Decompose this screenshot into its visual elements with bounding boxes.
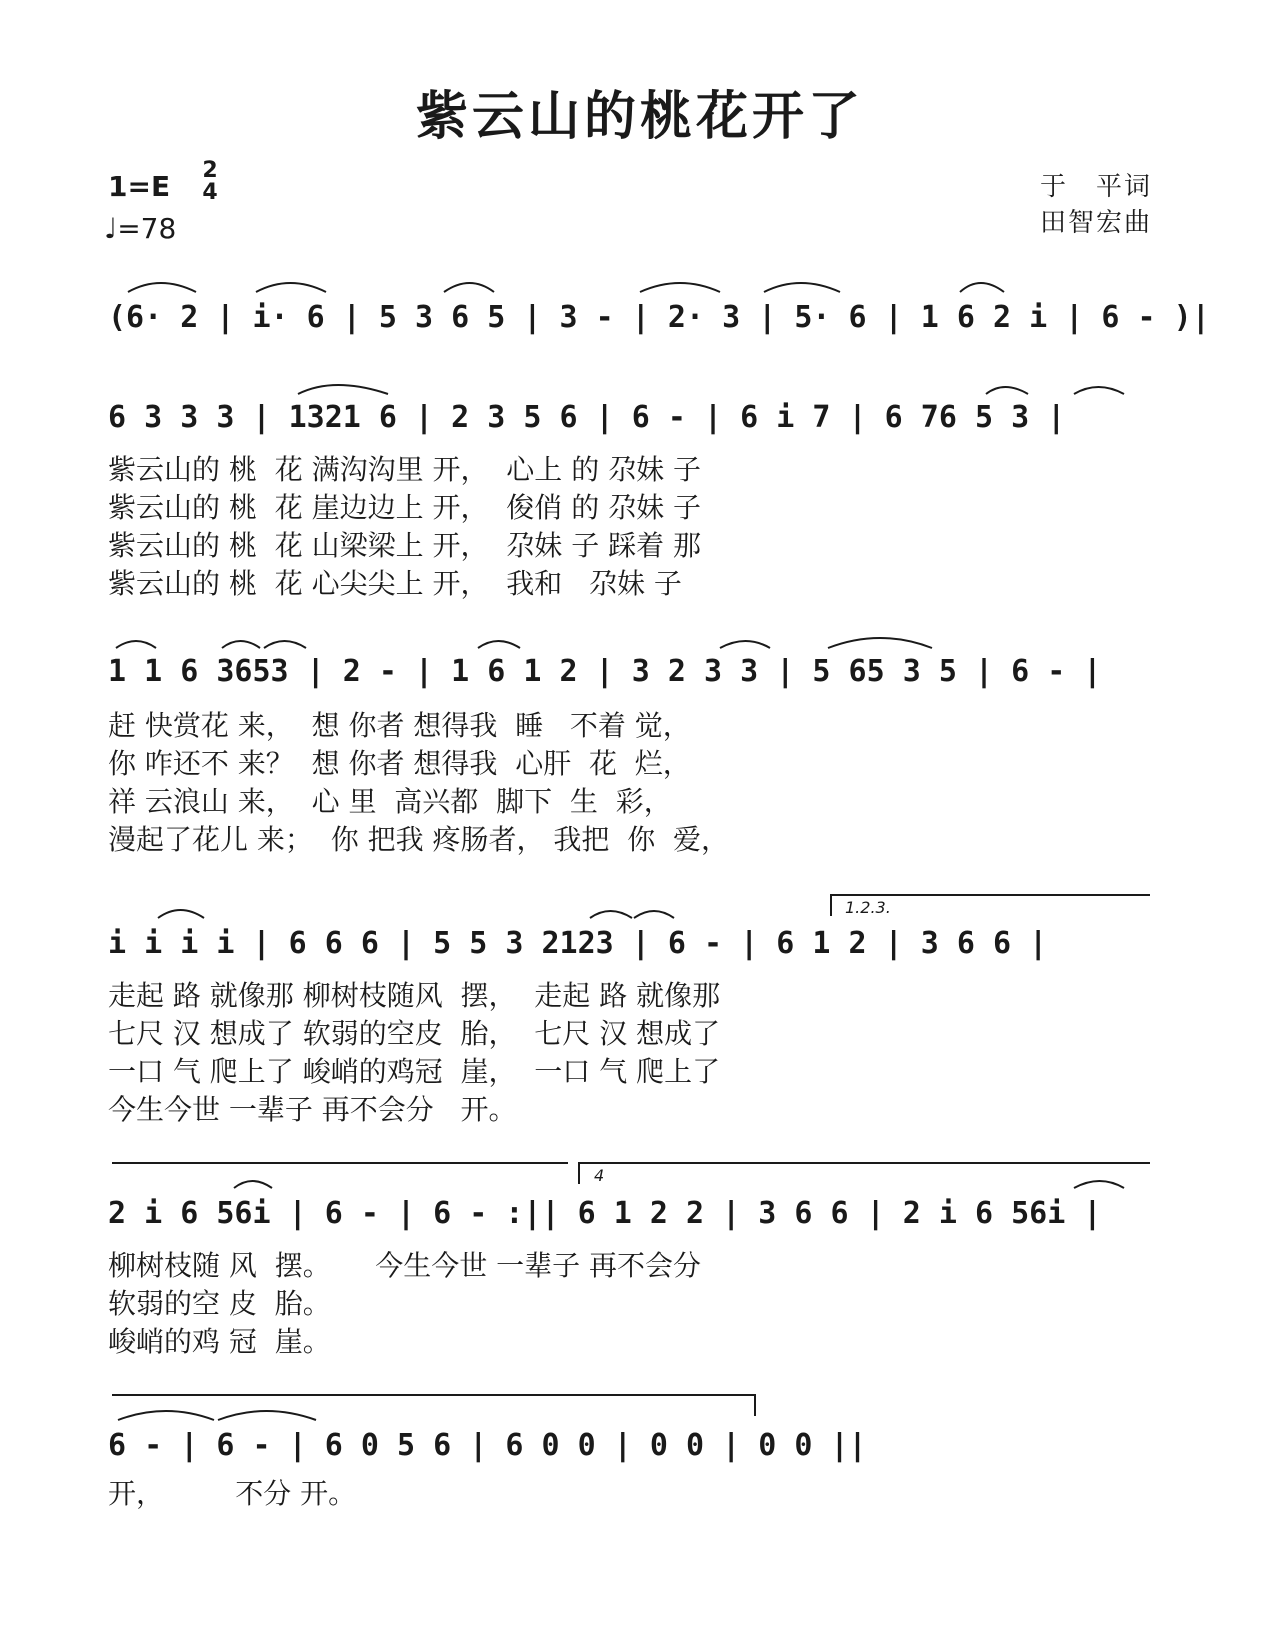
slur-arc bbox=[128, 283, 196, 292]
slur-arc bbox=[222, 641, 260, 648]
lyric-row-3-verse-4: 今生今世 一辈子 再不会分 开。 bbox=[108, 1093, 517, 1126]
slur-arc bbox=[634, 911, 674, 918]
volta-bracket-1-stem bbox=[830, 894, 832, 916]
lyricist-credit: 于 平词 bbox=[1040, 172, 1153, 202]
slur-arc bbox=[764, 283, 840, 292]
slur-arc bbox=[590, 911, 632, 918]
lyric-row-3-verse-3: 一口 气 爬上了 峻峭的鸡冠 崖， 一口 气 爬上了 bbox=[108, 1055, 721, 1088]
notation-row-5: 6 - | 6 - | 6 0 5 6 | 6 0 0 | 0 0 | 0 0 || bbox=[108, 1428, 867, 1463]
volta-bracket-4-stem bbox=[578, 1162, 580, 1184]
lyric-row-2-verse-2: 你 咋还不 来？ 想 你者 想得我 心肝 花 烂， bbox=[108, 747, 691, 780]
key-signature: 1=E bbox=[108, 170, 171, 203]
lyric-row-3-verse-1: 走起 路 就像那 柳树枝随风 摆， 走起 路 就像那 bbox=[108, 979, 721, 1012]
volta-bracket-4 bbox=[578, 1162, 1150, 1164]
lyric-row-4-verse-2: 软弱的空 皮 胎。 bbox=[108, 1287, 331, 1320]
slur-arc bbox=[720, 641, 770, 648]
volta-bracket-1 bbox=[830, 894, 1150, 896]
volta-bracket-continued bbox=[112, 1162, 568, 1164]
lyric-row-1-verse-2: 紫云山的 桃 花 崖边边上 开， 俊俏 的 尕妹 子 bbox=[108, 491, 702, 524]
slur-arc bbox=[256, 283, 326, 292]
time-signature bbox=[195, 160, 225, 204]
slur-arc bbox=[298, 385, 388, 394]
slur-arc bbox=[234, 1181, 272, 1188]
slur-arc bbox=[264, 641, 306, 648]
time-signature-top: 2 bbox=[202, 158, 218, 183]
time-signature-bottom: 4 bbox=[202, 180, 218, 205]
lyric-row-3-verse-2: 七尺 汉 想成了 软弱的空皮 胎， 七尺 汉 想成了 bbox=[108, 1017, 721, 1050]
lyric-row-1-verse-1: 紫云山的 桃 花 满沟沟里 开， 心上 的 尕妹 子 bbox=[108, 453, 702, 486]
notation-row-4: 2 i 6 56i | 6 - | 6 - :|| 6 1 2 2 | 3 6 6 | 2 i 6 56i | bbox=[108, 1196, 1102, 1231]
lyric-row-5-verse-1: 开， 不分 开。 bbox=[108, 1477, 357, 1510]
slur-arc bbox=[1074, 387, 1124, 394]
volta-bracket-4-end bbox=[754, 1394, 756, 1416]
notation-row-1: 6 3 3 3 | 1321 6 | 2 3 5 6 | 6 - | 6 i 7 | 6 76 5 3 | bbox=[108, 400, 1066, 435]
slur-arc bbox=[116, 641, 156, 648]
notation-row-3: i i i i | 6 6 6 | 5 5 3 2123 | 6 - | 6 1 2 | 3 6 6 | bbox=[108, 926, 1048, 961]
slur-arc bbox=[960, 283, 1004, 292]
volta-label-1: 1.2.3. bbox=[845, 898, 891, 917]
volta-label-4: 4 bbox=[594, 1166, 605, 1185]
song-title: 紫云山的桃花开了 bbox=[415, 86, 864, 147]
lyric-row-1-verse-3: 紫云山的 桃 花 山梁梁上 开， 尕妹 子 踩着 那 bbox=[108, 529, 702, 562]
lyric-row-4-verse-3: 峻峭的鸡 冠 崖。 bbox=[108, 1325, 331, 1358]
lyric-row-4-verse-1: 柳树枝随 风 摆。 今生今世 一辈子 再不会分 bbox=[108, 1249, 702, 1282]
composer-credit: 田智宏曲 bbox=[1040, 208, 1153, 238]
volta-bracket-4-continued bbox=[112, 1394, 756, 1396]
slur-arc bbox=[444, 283, 494, 292]
slur-arc bbox=[478, 641, 520, 648]
slur-arc bbox=[640, 283, 720, 292]
slur-arc bbox=[986, 387, 1028, 394]
slur-arc bbox=[1074, 1181, 1124, 1188]
lyric-row-2-verse-1: 赶 快赏花 来， 想 你者 想得我 睡 不着 觉， bbox=[108, 709, 691, 742]
slur-arc bbox=[118, 1411, 214, 1420]
tempo-marking: ♩=78 bbox=[104, 212, 177, 245]
slur-arc bbox=[828, 638, 932, 648]
lyric-row-2-verse-4: 漫起了花儿 来； 你 把我 疼肠者， 我把 你 爱， bbox=[108, 823, 730, 856]
lyric-row-1-verse-4: 紫云山的 桃 花 心尖尖上 开， 我和 尕妹 子 bbox=[108, 567, 682, 600]
slur-arc bbox=[218, 1411, 316, 1420]
notation-row-2: 1 1 6 3653 | 2 - | 1 6 1 2 | 3 2 3 3 | 5 65 3 5 | 6 - | bbox=[108, 654, 1102, 689]
notation-row-intro: (6· 2 | i· 6 | 5 3 6 5 | 3 - | 2· 3 | 5· 6 | 1 6 2 i | 6 - )| bbox=[108, 300, 1210, 335]
slur-arc bbox=[158, 910, 204, 918]
lyric-row-2-verse-3: 祥 云浪山 来， 心 里 高兴都 脚下 生 彩， bbox=[108, 785, 672, 818]
